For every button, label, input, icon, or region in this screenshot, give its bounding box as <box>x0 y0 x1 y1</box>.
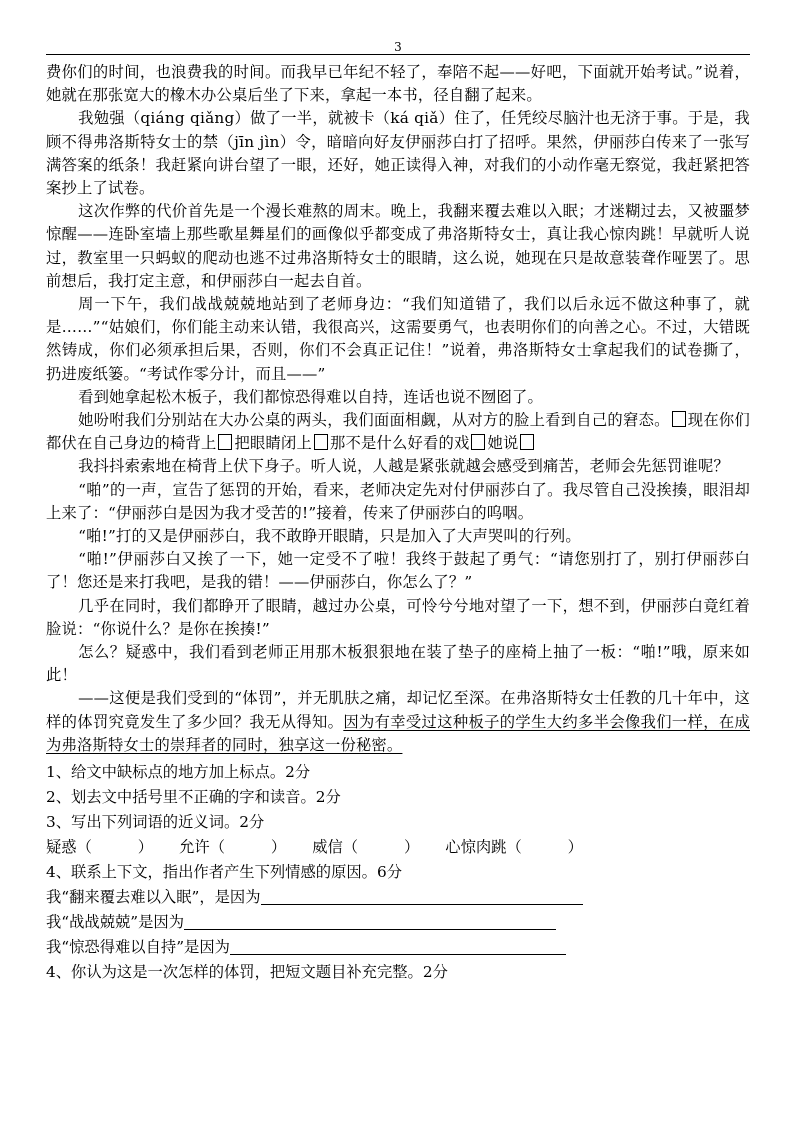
passage-paragraph: 周一下午，我们战战兢兢地站到了老师身边：“我们知道错了，我们以后永远不做这种事了，就是……”“姑娘们，你们能主动来认错，我很高兴，这需要勇气，也表明你们的向善之心。不过，大错既然铸成，你们必须承担后果，否则，你们不会真正记住！”说着，弗洛斯特女士拿起我们的试卷撕了，扔进废纸篓。“考试作零分计，而且——” <box>46 295 750 383</box>
answer-blank-line[interactable] <box>230 939 566 955</box>
punctuation-blank-box[interactable] <box>218 434 232 450</box>
question-1: 1、给文中缺标点的地方加上标点。2分 <box>46 763 311 782</box>
passage-paragraph: “啪!”伊丽莎白又挨了一下，她一定受不了啦！我终于鼓起了勇气：“请您别打了，别打伊丽莎白了！您还是来打我吧，是我的错！——伊丽莎白，你怎么了？” <box>46 550 750 592</box>
passage-paragraph: 我勉强（qiáng qiǎng）做了一半，就被卡（ká qiǎ）住了，任凭绞尽脑汁也无济于事。于是，我顾不得弗洛斯特女士的禁（jīn jìn）令，暗暗向好友伊丽莎白打了招呼。果然，伊丽莎白传来了一张写满答案的纸条！我赶紧向讲台望了一眼，还好，她正读得入神，对我们的小动作毫无察觉，我赶紧把答案抄上了试卷。 <box>46 109 750 198</box>
passage-paragraph: 这次作弊的代价首先是一个漫长难熬的周末。晚上，我翻来覆去难以入眠；才迷糊过去，又被噩梦惊醒——连卧室墙上那些歌星舞星们的画像似乎都变成了弗洛斯特女士，真让我心惊肉跳！早就听人说过，教室里一只蚂蚁的爬动也逃不过弗洛斯特女士的眼睛，这么说，她现在只是故意装聋作哑罢了。思前想后，我打定主意，和伊丽莎白一起去自首。 <box>46 202 750 290</box>
question-3: 3、写出下列词语的近义词。2分 <box>46 813 265 832</box>
page-number: 3 <box>394 40 402 54</box>
passage-text: 她说 <box>487 434 519 453</box>
vocab-item[interactable]: 疑惑（ ） <box>46 838 154 857</box>
passage-text: 那不是什么好看的戏 <box>329 434 470 453</box>
reason-prompt: 我“战战兢兢”是因为 <box>46 913 185 932</box>
passage-paragraph: “啪!”打的又是伊丽莎白，我不敢睁开眼睛，只是加入了大声哭叫的行列。 <box>78 527 581 546</box>
passage-paragraph: 怎么？疑惑中，我们看到老师正用那木板狠狠地在装了垫子的座椅上抽了一板：“啪!”哦，原来如此！ <box>46 643 750 685</box>
question-2: 2、划去文中括号里不正确的字和读音。2分 <box>46 788 341 807</box>
reason-row <box>46 885 750 910</box>
questions-section <box>46 760 750 985</box>
header-rule <box>46 54 750 55</box>
passage-text: ——这便是我们受到的“体罚”，并无肌肤之痛，却记忆至深。在弗洛斯特女士任教的几十年中，这样的体罚究竟发生了多少回？我无从得知。 <box>46 689 750 731</box>
reason-row <box>46 935 750 960</box>
vocab-row <box>46 835 750 860</box>
reason-prompt: 我“翻来覆去难以入眠”，是因为 <box>46 888 261 907</box>
answer-blank-line[interactable] <box>261 889 583 905</box>
answer-blank-line[interactable] <box>184 914 556 930</box>
punctuation-blank-box[interactable] <box>314 434 328 450</box>
reason-row <box>46 910 750 935</box>
reason-prompt: 我“惊恐得难以自持”是因为 <box>46 938 230 957</box>
passage-text: 现在你们都伏在自己身边的椅背上 <box>46 411 750 453</box>
passage-paragraph: 费你们的时间，也浪费我的时间。而我早已年纪不轻了，奉陪不起——好吧，下面就开始考试。”说着，她就在那张宽大的橡木办公桌后坐了下来，拿起一本书，径自翻了起来。 <box>46 63 750 105</box>
passage-paragraph: “啪”的一声，宣告了惩罚的开始，看来，老师决定先对付伊丽莎白了。我尽管自己没挨揍，眼泪却上来了：“伊丽莎白是因为我才受苦的!”接着，传来了伊丽莎白的呜咽。 <box>46 480 750 522</box>
vocab-item[interactable]: 心惊肉跳（ ） <box>445 838 583 857</box>
passage-paragraph-with-blanks <box>46 409 750 455</box>
question-4: 4、联系上下文，指出作者产生下列情感的原因。6分 <box>46 863 402 882</box>
passage-text: 把眼睛闭上 <box>234 434 312 453</box>
reading-passage <box>46 61 750 757</box>
passage-paragraph: 我抖抖索索地在椅背上伏下身子。听人说，人越是紧张就越会感受到痛苦，老师会先惩罚谁呢？ <box>78 457 729 476</box>
passage-paragraph: 几乎在同时，我们都睁开了眼睛，越过办公桌，可怜兮兮地对望了一下，想不到，伊丽莎白竟红着脸说：“你说什么？是你在挨揍!” <box>46 596 750 638</box>
underlined-sentence: 因为有幸受过这种板子的学生大约多半会像我们一样，在成为弗洛斯特女士的崇拜者的同时，独享这一份秘密。 <box>46 712 750 754</box>
document-page <box>46 40 750 985</box>
punctuation-blank-box[interactable] <box>471 434 485 450</box>
passage-text: 她吩咐我们分别站在大办公桌的两头，我们面面相觑，从对方的脸上看到自己的窘态。 <box>78 411 670 430</box>
punctuation-blank-box[interactable] <box>672 411 686 427</box>
passage-paragraph <box>46 687 750 757</box>
punctuation-blank-box[interactable] <box>520 434 534 450</box>
passage-paragraph: 看到她拿起松木板子，我们都惊恐得难以自持，连话也说不囫囵了。 <box>78 387 544 406</box>
vocab-item[interactable]: 允许（ ） <box>179 838 287 857</box>
vocab-item[interactable]: 威信（ ） <box>312 838 420 857</box>
question-5: 4、你认为这是一次怎样的体罚，把短文题目补充完整。2分 <box>46 963 448 982</box>
